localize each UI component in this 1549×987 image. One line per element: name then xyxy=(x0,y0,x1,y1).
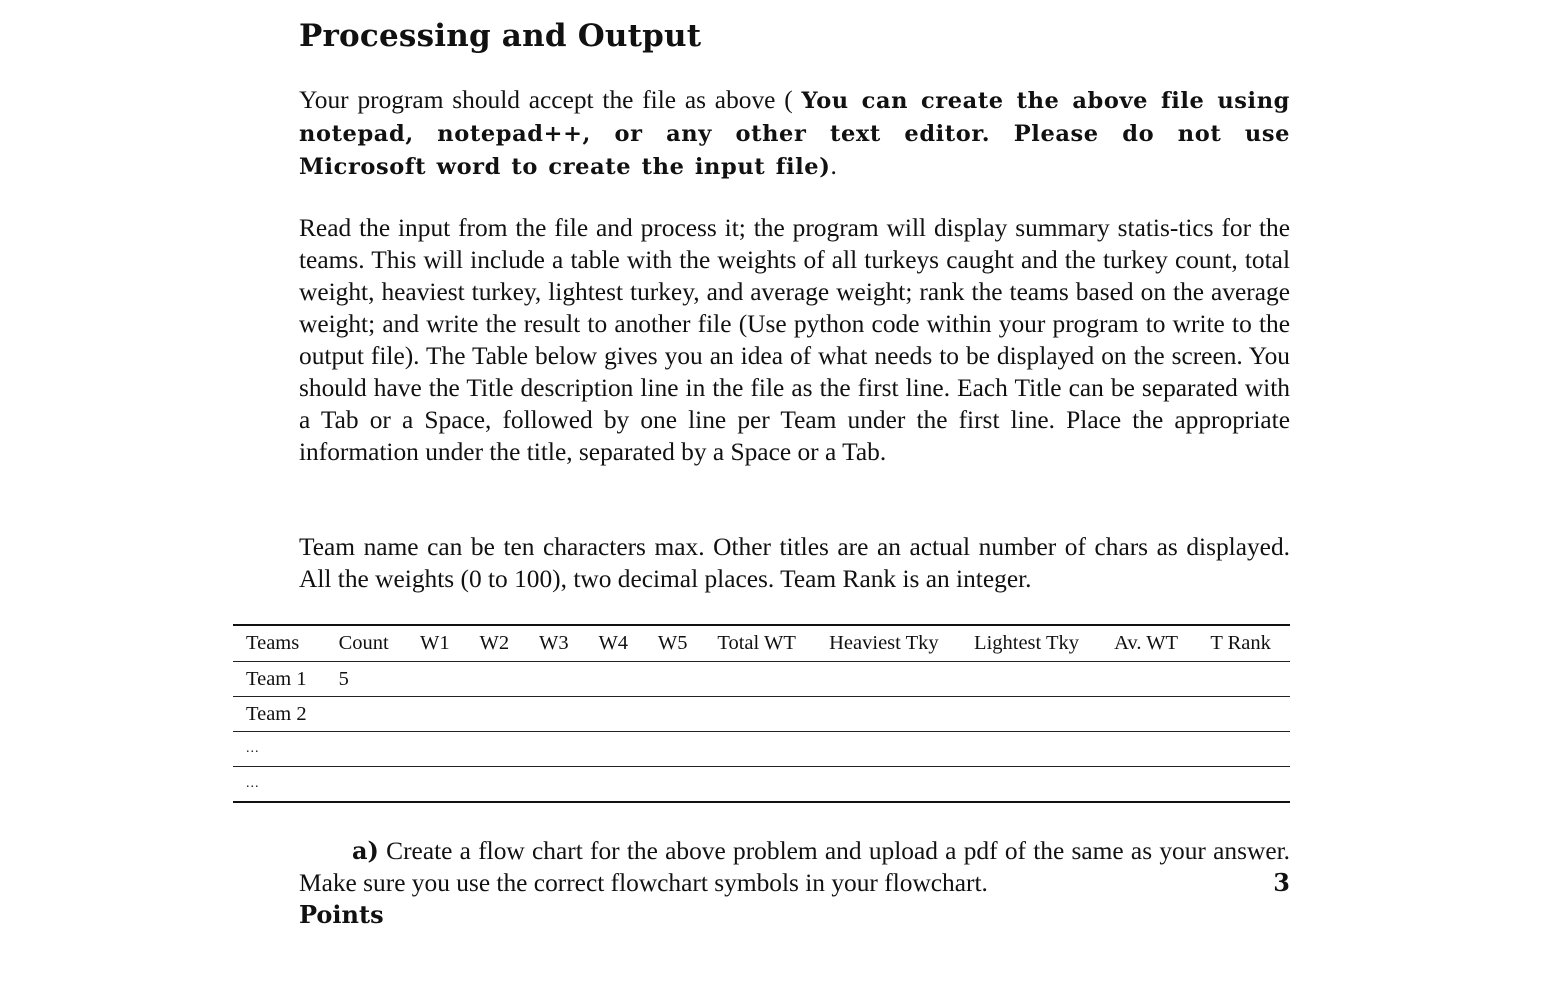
col-header-w1: W1 xyxy=(407,625,466,662)
cell-av-wt xyxy=(1101,697,1197,732)
cell-total-wt xyxy=(704,662,816,697)
question-text: Create a flow chart for the above problem and upload a pdf of the same as your answer. Make sure you use the correct flowchart symbols in your flowchart. xyxy=(299,837,1290,897)
cell-w2 xyxy=(467,767,526,803)
cell-heaviest-tky xyxy=(816,662,961,697)
cell-lightest-tky xyxy=(961,767,1101,803)
table-header-row xyxy=(233,625,1290,662)
cell-t-rank xyxy=(1197,767,1290,803)
paragraph-input-file-end: . xyxy=(830,152,837,180)
col-header-av-wt: Av. WT xyxy=(1101,625,1197,662)
cell-av-wt xyxy=(1101,767,1197,803)
cell-w5 xyxy=(645,662,704,697)
cell-team: Team 1 xyxy=(233,662,326,697)
paragraph-input-file-text: Your program should accept the file as above ( xyxy=(299,86,802,114)
cell-w1 xyxy=(407,732,466,767)
col-header-teams: Teams xyxy=(233,625,326,662)
cell-w5 xyxy=(645,697,704,732)
cell-count xyxy=(326,767,407,803)
points-number: 3 xyxy=(1273,868,1290,897)
cell-av-wt xyxy=(1101,662,1197,697)
cell-w4 xyxy=(585,662,644,697)
cell-w1 xyxy=(407,697,466,732)
cell-count xyxy=(326,697,407,732)
cell-total-wt xyxy=(704,732,816,767)
table-row xyxy=(233,767,1290,803)
cell-total-wt xyxy=(704,697,816,732)
cell-w4 xyxy=(585,732,644,767)
col-header-w2: W2 xyxy=(467,625,526,662)
table-row xyxy=(233,732,1290,767)
cell-count xyxy=(326,732,407,767)
cell-team-ellipsis: ... xyxy=(233,732,326,767)
col-header-heaviest-tky: Heaviest Tky xyxy=(816,625,961,662)
col-header-lightest-tky: Lightest Tky xyxy=(961,625,1101,662)
paragraph-constraints: Team name can be ten characters max. Other titles are an actual number of chars as displayed. All the weights (0 to 100), two decimal places. Team Rank is an integer. xyxy=(299,533,1290,593)
cell-count: 5 xyxy=(326,662,407,697)
cell-heaviest-tky xyxy=(816,732,961,767)
cell-heaviest-tky xyxy=(816,697,961,732)
col-header-count: Count xyxy=(326,625,407,662)
cell-w2 xyxy=(467,732,526,767)
col-header-total-wt: Total WT xyxy=(704,625,816,662)
paragraph-input-file xyxy=(299,84,1290,183)
cell-w4 xyxy=(585,697,644,732)
cell-w3 xyxy=(526,767,585,803)
col-header-w4: W4 xyxy=(585,625,644,662)
cell-lightest-tky xyxy=(961,662,1101,697)
cell-w3 xyxy=(526,697,585,732)
summary-table xyxy=(233,624,1290,803)
table-row xyxy=(233,697,1290,732)
cell-lightest-tky xyxy=(961,732,1101,767)
col-header-w3: W3 xyxy=(526,625,585,662)
cell-lightest-tky xyxy=(961,697,1101,732)
cell-w4 xyxy=(585,767,644,803)
paragraph-input-file-bold: You can create the above file using notepad, notepad++, or any other text editor. Please do not use Microsoft word to create the input file) xyxy=(299,88,1290,180)
cell-w1 xyxy=(407,767,466,803)
col-header-t-rank: T Rank xyxy=(1197,625,1290,662)
cell-heaviest-tky xyxy=(816,767,961,803)
cell-t-rank xyxy=(1197,697,1290,732)
cell-w1 xyxy=(407,662,466,697)
cell-w5 xyxy=(645,732,704,767)
points-word: Points xyxy=(299,900,384,929)
question-a xyxy=(299,835,1290,931)
section-title: Processing and Output xyxy=(299,18,702,54)
cell-w2 xyxy=(467,662,526,697)
cell-w2 xyxy=(467,697,526,732)
cell-w5 xyxy=(645,767,704,803)
cell-w3 xyxy=(526,732,585,767)
question-label: a) xyxy=(352,836,379,865)
cell-t-rank xyxy=(1197,732,1290,767)
cell-team: Team 2 xyxy=(233,697,326,732)
table-row xyxy=(233,662,1290,697)
cell-total-wt xyxy=(704,767,816,803)
paragraph-processing: Read the input from the file and process it; the program will display summary statis-tics for the teams. This will include a table with the weights of all turkeys caught and the turkey count, total weight, heaviest turkey, lightest turkey, and average weight; rank the teams based on the average weight; and write the result to another file (Use python code within your program to write to the output file). The Table below gives you an idea of what needs to be displayed on the screen. You should have the Title description line in the file as the first line. Each Title can be separated with a Tab or a Space, followed by one line per Team under the first line. Place the appropriate information under the title, separated by a Space or a Tab. xyxy=(299,214,1290,466)
cell-w3 xyxy=(526,662,585,697)
cell-av-wt xyxy=(1101,732,1197,767)
cell-t-rank xyxy=(1197,662,1290,697)
cell-team-ellipsis: ... xyxy=(246,776,260,791)
col-header-w5: W5 xyxy=(645,625,704,662)
